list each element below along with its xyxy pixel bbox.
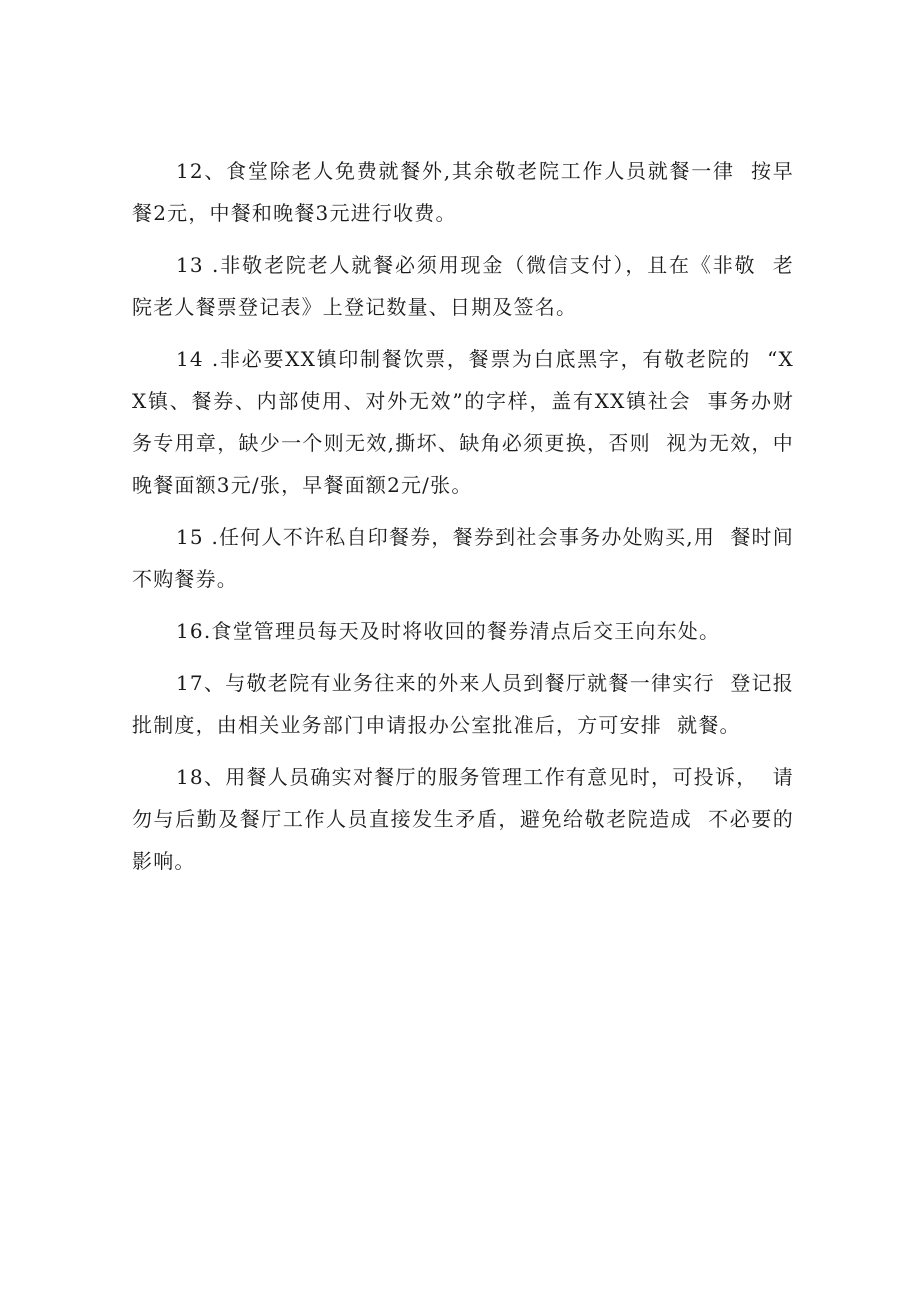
paragraph-item-16: 16.食堂管理员每天及时将收回的餐券清点后交王向东处。 xyxy=(176,619,721,643)
paragraph-item-15: 15 .任何人不许私自印餐券，餐券到社会事务办处购买,用 餐时间不购餐券。 xyxy=(132,525,794,591)
paragraph-item-17: 17、与敬老院有业务往来的外来人员到餐厅就餐一律实行 登记报批制度，由相关业务部门申请报办公室批准后，方可安排 就餐。 xyxy=(132,671,794,737)
paragraph-item-12: 12、食堂除老人免费就餐外,其余敬老院工作人员就餐一律 按早餐2元，中餐和晚餐3元进行收费。 xyxy=(132,159,794,225)
document-body xyxy=(132,150,794,892)
paragraph-item-18: 18、用餐人员确实对餐厅的服务管理工作有意见时，可投诉， 请勿与后勤及餐厅工作人员直接发生矛盾，避免给敬老院造成 不必要的影响。 xyxy=(132,765,794,873)
paragraph-item-14: 14 .非必要XX镇印制餐饮票，餐票为白底黑字，有敬老院的 “XX镇、餐券、内部使用、对外无效”的字样，盖有XX镇社会 事务办财务专用章，缺少一个则无效,撕坏、缺角必须更换，否则 视为无效，中晚餐面额3元/张，早餐面额2元/张。 xyxy=(132,347,794,497)
paragraph-item-13: 13 .非敬老院老人就餐必须用现金（微信支付），且在《非敬 老院老人餐票登记表》上登记数量、日期及签名。 xyxy=(132,253,794,319)
